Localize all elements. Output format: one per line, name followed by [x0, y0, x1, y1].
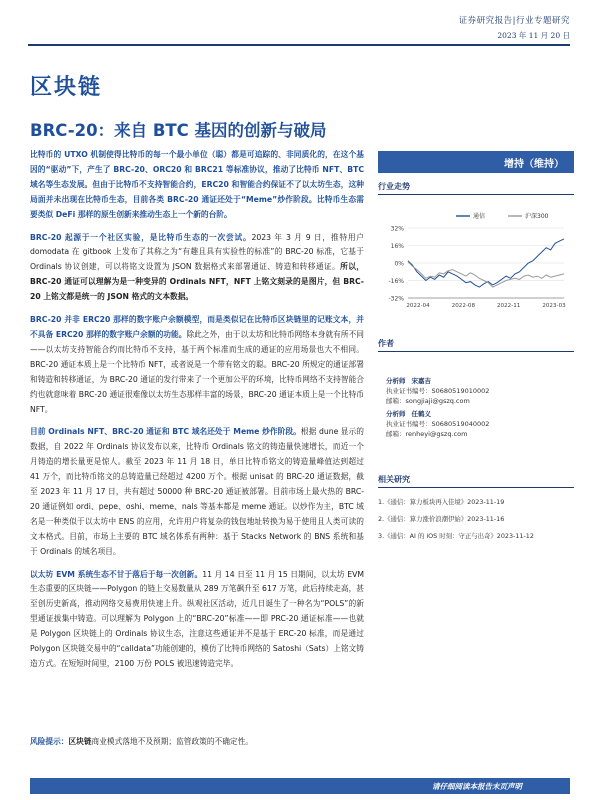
model-paragraph	[30, 313, 364, 417]
meme-paragraph	[30, 425, 364, 559]
author-cert: 执业证书编号：S0680519040002	[386, 419, 490, 428]
industry-name: 区块链	[30, 75, 103, 100]
rating-badge: 增持（维持）	[378, 151, 574, 173]
evm-lead: 以太坊 EVM 系统生态不甘于落后于每一次创新。	[30, 569, 203, 579]
trend-heading: 行业走势	[378, 181, 574, 195]
y-tick-label: -16%	[388, 278, 404, 285]
related-heading: 相关研究	[378, 474, 574, 488]
series-line-2	[408, 262, 564, 287]
report-title: BRC-20：来自 BTC 基因的创新与破局	[30, 121, 327, 140]
author-entry	[386, 409, 574, 440]
legend-label: 通信	[473, 213, 486, 220]
trend-chart	[378, 196, 574, 316]
header-divider	[28, 44, 570, 46]
x-tick-label: 2023-03	[542, 303, 566, 309]
author-cert: 执业证书编号：S0680519010002	[386, 387, 490, 396]
trend-chart-svg	[378, 196, 574, 316]
y-tick-label: 0%	[394, 260, 404, 268]
evm-body: 11 月 14 日至 11 月 15 日期间，以太坊 EVM 生态重要的区块链——Polygon 的链上交易数量从 289 万笔飙升至 617 万笔，此后持续走高，甚至创历史新高，推动网络交易费用快速上升。纵观社区活动，近几日诞生了一种名为“POLS”的新型通证拔集中铸造。可以理解为 Polygon 上的“BRC-20”标准——即 PRC-20 通证标准——也就是 Polygon 区块链上的 Ordinals 协议生态，注意这些通证并不是基于 ERC-20 标准，而是通过 Polygon 区块链交易中的“calldata”功能创建的，模仿了比特币网络的 Satoshi（Sats）上铭文铸造方式。在短短时间里，2100 万份 POLS 被迅速铸造完毕。	[30, 569, 364, 668]
summary-text: 比特币的 UTXO 机制使得比特币的每一个最小单位（聪）都是可追踪的、非同质化的，在这个基因的“驱动”下，产生了 BRC-20、ORC20 和 BRC21 等标准协议，推动了比特币 NFT、BTC 域名等生态发展。但由于比特币不支持智能合约，ERC20 和智能合约保证不了以太坊生态，这种局面并未出现在比特币生态，目前各类 BRC-20 通证还处于“Meme”炒作阶段。比特币生态需要类似 DeFi 那样的原生创新来推动生态上一个新的台阶。	[30, 150, 364, 219]
risk-label: 风险提示：	[30, 737, 69, 746]
meme-body: 根据 dune 显示的数据，自 2022 年 Ordinals 协议发布以来，比特币 Ordinals 铭文的铸造量快速增长，而近一个月铸造的增长量更是惊人。截至 2023 年 11 月 18 日，单日比特币铭文的铸造量峰值达到超过 41 万个，而比特币铭文的总铸造量已经超过 4200 万个。根据 unisat 的 BRC-20 通证数据，截至 2023 年 11 月 17 日，共有超过 50000 种 BRC-20 通证被部署。目前市场上最火热的 BRC-20 通证例如 ordi、pepe、oshi、meme、nals 等基本都是 meme 通证。以炒作为主，BTC 域名是一种类似于以太坊中 ENS 的应用，允许用户将复杂的钱包地址转换为易于使用且人类可读的文本格式。目前，市场上主要的 BTC 域名体系有两种：基于 Stacks Network 的 BNS 系统和基于 Ordinals 的域名项目。	[30, 427, 364, 556]
author-email[interactable]: 邮箱：renheyi@gszq.com	[386, 430, 468, 439]
related-item[interactable]: 3.《通信：AI 的 iOS 时刻：守正与出奇》2023-11-12	[378, 532, 534, 540]
origin-body: 2023 年 3 月 9 日，推特用户 domodata 在 gitbook 上发布了其称之为“有趣且具有实验性的标准”的 BRC-20 标准，它基于 Ordinals 协议创建，可以将铭文设置为 JSON 数据格式来部署通证、铸造和转移通证。	[30, 232, 364, 272]
summary-paragraph	[30, 148, 364, 223]
footer-disclaimer: 请仔细阅读本报告末页声明	[30, 778, 570, 794]
model-lead: BRC-20 并非 ERC20 那样的数字账户余额模型，而是类似记在比特币区块链里的记账文本，并不具备 ERC20 那样的数字账户余额的功能。	[30, 315, 364, 339]
authors-list	[386, 376, 574, 439]
risk-text: 商业模式落地不及预期；监管政策的不确定性。	[91, 737, 253, 746]
legend-label: 沪深300	[525, 213, 549, 220]
report-header	[459, 14, 570, 41]
origin-lead: BRC-20 起源于一个社区实验，是比特币生态的一次尝试。	[30, 232, 252, 242]
related-item[interactable]: 2.《通信：算力涨价浪潮伊始》2023-11-16	[378, 515, 505, 523]
meme-lead: 目前 Ordinals NFT、BRC-20 通证和 BTC 域名还处于 Meme 炒作阶段。	[30, 427, 301, 437]
x-tick-label: 2022-11	[496, 303, 521, 309]
x-tick-label: 2022-04	[406, 303, 430, 309]
origin-paragraph	[30, 231, 364, 306]
y-tick-label: -32%	[388, 295, 404, 303]
author-role: 分析师	[386, 409, 406, 418]
y-tick-label: 32%	[390, 225, 404, 233]
authors-heading: 作者	[378, 338, 574, 352]
report-date: 2023 年 11 月 20 日	[497, 31, 570, 40]
evm-paragraph	[30, 568, 364, 672]
model-body: 除此之外，由于以太坊和比特币网络本身就有所不同——以太坊支持智能合约而比特币不支持，基于两个标准而生成的通证的应用场景也大不相同。BRC-20 通证本质上是一个比特币 NFT，或者说是一个带有铭文的聪。BRC-20 所规定的通证部署和铸造和转移通证，为 BRC-20 通证的发行带来了一个更加公平的环境，比特币网络不支持智能合约也就意味着 BRC-20 通证很难像以太坊生态那样丰富的场景，BRC-20 通证本质上是一个比特币 NFT。	[30, 329, 364, 414]
main-body	[30, 148, 364, 672]
related-list	[378, 494, 574, 545]
related-research	[378, 474, 574, 545]
x-tick-label: 2022-08	[451, 303, 476, 309]
report-category: 证券研究报告|行业专题研究	[458, 16, 570, 26]
trend-section	[378, 181, 574, 195]
author-email[interactable]: 邮箱：songjiaji@gszq.com	[386, 397, 470, 406]
author-name: 宋嘉吉	[411, 377, 431, 385]
risk-keyword: 区块链	[68, 737, 92, 746]
author-name: 任鹤义	[411, 409, 431, 418]
related-item[interactable]: 1.《通信：算力板块再入佳境》2023-11-19	[378, 498, 505, 506]
origin-conclusion: 所以，BRC-20 通证可以理解为是一种变异的 Ordinals NFT，NFT 上铭文刻录的是图片，但 BRC-20 上铭文都是统一的 JSON 格式的文本数据。	[30, 262, 364, 302]
authors-section	[378, 338, 574, 352]
author-entry	[386, 376, 574, 407]
risk-warning	[30, 736, 364, 747]
author-role: 分析师	[386, 377, 406, 385]
y-tick-label: 16%	[390, 243, 404, 250]
